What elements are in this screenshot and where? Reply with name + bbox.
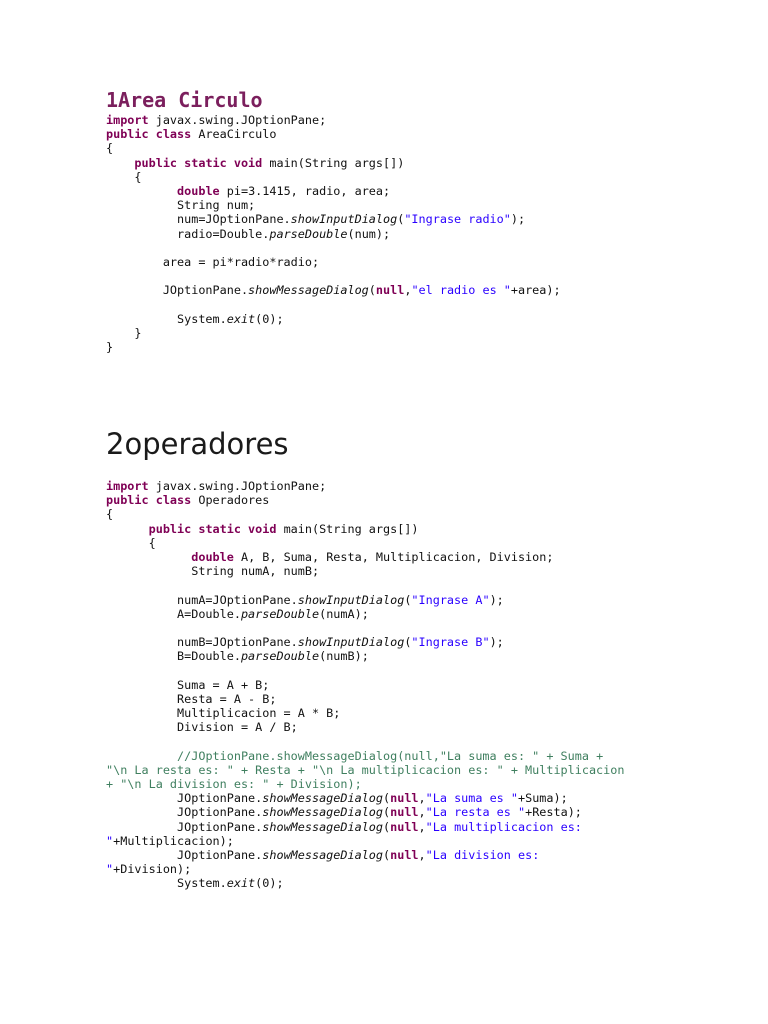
code-text: A, B, Suma, Resta, Multiplicacion, Division;: [233, 549, 554, 564]
code-text: [106, 522, 149, 536]
code-text: {: [106, 535, 156, 550]
code-text: );: [489, 635, 504, 650]
code-text: [106, 184, 177, 198]
method-token: showInputDialog: [290, 212, 398, 227]
code-line: [106, 198, 561, 212]
code-text: ,: [404, 283, 412, 298]
string-token: ": [106, 833, 114, 848]
code-line: [106, 297, 561, 311]
code-line: [106, 227, 561, 241]
keyword-token: null: [390, 847, 419, 862]
keyword-token: import: [106, 479, 149, 493]
code-text: Division = A / B;: [106, 720, 298, 735]
code-text: System.: [106, 876, 227, 891]
code-text: (0);: [255, 311, 284, 326]
code-line: [106, 326, 561, 340]
code-line: [106, 720, 624, 734]
keyword-token: public class: [106, 127, 192, 142]
code-line: [106, 834, 624, 848]
string-token: "Ingrase B": [411, 635, 490, 650]
code-line: [106, 805, 624, 819]
code-text: (numB);: [319, 649, 369, 664]
code-text: JOptionPane.: [106, 805, 263, 820]
code-text: Multiplicacion = A * B;: [106, 706, 341, 720]
code-text: [106, 550, 191, 564]
code-line: [106, 607, 624, 621]
code-line: [106, 578, 624, 592]
string-token: "Ingrase A": [411, 592, 490, 607]
code-text: radio=Double.: [106, 226, 270, 241]
code-block-operadores: [106, 479, 624, 890]
code-text: {: [106, 507, 114, 522]
code-line: [106, 621, 624, 635]
keyword-token: double: [191, 549, 234, 564]
code-text: (: [404, 635, 412, 650]
code-text: javax.swing.JOptionPane;: [148, 479, 327, 493]
code-text: AreaCirculo: [191, 127, 277, 142]
code-text: (: [368, 283, 376, 298]
method-token: showMessageDialog: [262, 847, 384, 862]
code-text: {: [106, 141, 114, 156]
code-text: +Division);: [113, 862, 192, 877]
code-text: Operadores: [191, 493, 270, 508]
method-token: parseDouble: [240, 606, 320, 621]
method-token: showMessageDialog: [262, 805, 384, 820]
section-1-title: 1Area Circulo: [106, 88, 263, 112]
code-line: [106, 564, 624, 578]
code-line: [106, 692, 624, 706]
code-line: [106, 749, 624, 763]
code-line: [106, 141, 561, 155]
code-line: [106, 678, 624, 692]
code-line: [106, 791, 624, 805]
section-2-title: 2operadores: [106, 427, 289, 461]
code-line: [106, 522, 624, 536]
code-text: (: [383, 819, 391, 834]
code-text: System.: [106, 311, 227, 326]
code-text: +Multiplicacion);: [113, 833, 234, 848]
keyword-token: import: [106, 113, 149, 127]
code-text: area = pi*radio*radio;: [106, 254, 320, 269]
code-text: +Suma);: [518, 791, 568, 806]
code-line: [106, 820, 624, 834]
method-token: showMessageDialog: [248, 283, 369, 298]
code-line: [106, 593, 624, 607]
code-line: [106, 113, 561, 127]
keyword-token: null: [390, 805, 419, 820]
code-text: JOptionPane.: [106, 819, 263, 834]
comment-token: + "\n La division es: " + Division);: [106, 776, 362, 791]
code-text: String num;: [106, 198, 256, 213]
code-line: [106, 550, 624, 564]
code-text: num=JOptionPane.: [106, 212, 291, 227]
code-line: [106, 241, 561, 255]
code-line: [106, 479, 624, 493]
method-token: exit: [226, 876, 256, 891]
code-text: JOptionPane.: [106, 791, 263, 806]
code-text: (: [383, 805, 391, 820]
code-line: [106, 734, 624, 748]
code-text: main(String args[]): [262, 155, 405, 170]
code-text: JOptionPane.: [106, 283, 249, 298]
code-text: javax.swing.JOptionPane;: [148, 113, 327, 127]
code-text: B=Double.: [106, 649, 241, 664]
string-token: "Ingrase radio": [404, 212, 511, 227]
code-text: String numA, numB;: [106, 564, 320, 579]
code-line: [106, 156, 561, 170]
code-text: A=Double.: [106, 606, 241, 621]
code-text: (: [383, 847, 391, 862]
method-token: showInputDialog: [297, 635, 405, 650]
string-token: "La suma es ": [425, 791, 518, 806]
method-token: parseDouble: [240, 649, 320, 664]
code-line: [106, 255, 561, 269]
code-text: }: [106, 325, 142, 340]
code-text: (numA);: [319, 606, 369, 621]
code-text: JOptionPane.: [106, 847, 263, 862]
code-text: Suma = A + B;: [106, 677, 270, 692]
code-line: [106, 862, 624, 876]
method-token: parseDouble: [269, 226, 348, 241]
code-line: [106, 340, 561, 354]
code-text: ,: [418, 805, 426, 820]
code-text: pi=3.1415, radio, area;: [219, 183, 391, 198]
code-text: (0);: [255, 876, 284, 891]
code-line: [106, 493, 624, 507]
code-text: (num);: [347, 226, 391, 241]
string-token: "La resta es ": [425, 805, 526, 820]
code-text: );: [489, 592, 504, 607]
code-line: [106, 212, 561, 226]
code-text: {: [106, 169, 142, 184]
keyword-token: null: [375, 283, 405, 298]
code-text: (: [397, 212, 405, 227]
string-token: ": [106, 862, 114, 877]
code-line: [106, 706, 624, 720]
code-line: [106, 269, 561, 283]
code-text: );: [510, 212, 526, 227]
code-text: +Resta);: [525, 805, 582, 820]
code-text: numB=JOptionPane.: [106, 635, 298, 650]
method-token: showMessageDialog: [262, 791, 384, 806]
code-text: numA=JOptionPane.: [106, 592, 298, 607]
code-line: [106, 848, 624, 862]
code-text: [106, 749, 177, 763]
method-token: exit: [226, 311, 256, 326]
comment-token: "\n La resta es: " + Resta + "\n La multiplicacion es: " + Multiplicacion: [106, 762, 625, 777]
keyword-token: null: [390, 819, 419, 834]
code-line: [106, 127, 561, 141]
string-token: "La multiplicacion es:: [425, 819, 582, 834]
code-text: Resta = A - B;: [106, 691, 277, 706]
string-token: "La division es:: [425, 847, 540, 862]
code-text: (: [383, 791, 391, 806]
code-text: }: [106, 340, 114, 354]
code-line: [106, 777, 624, 791]
code-line: [106, 184, 561, 198]
code-text: ,: [418, 847, 426, 862]
method-token: showMessageDialog: [262, 819, 384, 834]
code-text: ,: [418, 791, 426, 806]
comment-token: //JOptionPane.showMessageDialog(null,"La suma es: " + Suma +: [177, 748, 604, 763]
code-line: [106, 649, 624, 663]
code-block-area-circulo: [106, 113, 561, 354]
code-line: [106, 507, 624, 521]
code-text: [106, 156, 134, 170]
code-line: [106, 170, 561, 184]
code-line: [106, 876, 624, 890]
keyword-token: public class: [106, 493, 192, 508]
method-token: showInputDialog: [297, 592, 405, 607]
code-text: ,: [418, 819, 426, 834]
code-line: [106, 536, 624, 550]
code-line: [106, 635, 624, 649]
code-line: [106, 663, 624, 677]
keyword-token: double: [177, 183, 220, 198]
code-text: main(String args[]): [276, 521, 419, 536]
keyword-token: null: [390, 791, 419, 806]
code-line: [106, 283, 561, 297]
code-line: [106, 312, 561, 326]
code-line: [106, 763, 624, 777]
code-text: (: [404, 592, 412, 607]
keyword-token: public static void: [134, 155, 263, 170]
keyword-token: public static void: [148, 521, 277, 536]
code-text: +area);: [510, 283, 561, 298]
string-token: "el radio es ": [411, 283, 511, 298]
